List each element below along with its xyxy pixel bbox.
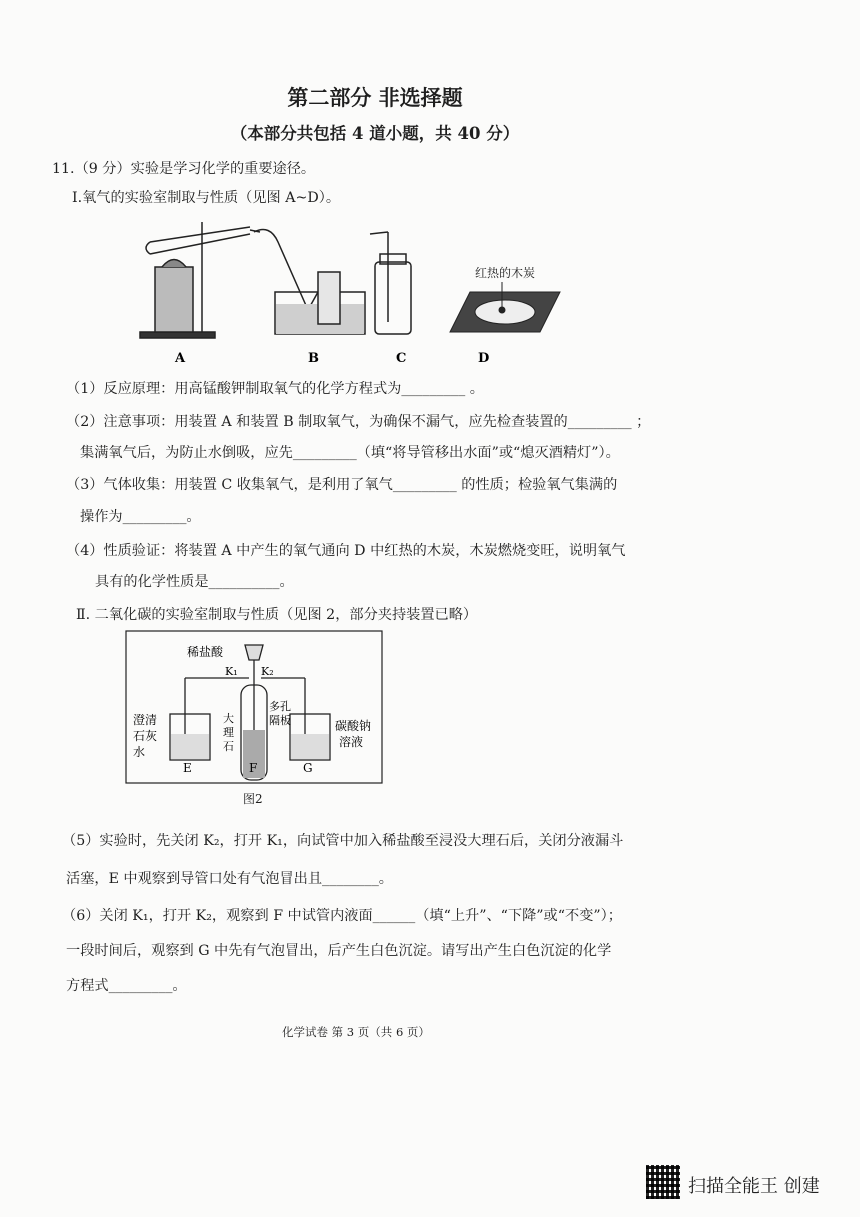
marble-label-2: 理: [223, 726, 234, 739]
apparatus-b: [254, 230, 365, 334]
marble-label-1: 大: [223, 712, 234, 725]
q11-line-6: （3）气体收集：用装置 C 收集氧气，是利用了氧气_________ 的性质；检验氧气集满的: [66, 477, 618, 493]
part-subtitle: （本部分共包括 4 道小题，共 40 分）: [230, 124, 520, 143]
scanner-qr-icon: [646, 1165, 680, 1199]
figure-label-c: C: [396, 351, 407, 366]
carbonate-label-2: 溶液: [339, 735, 364, 749]
funnel-label: 稀盐酸: [187, 645, 224, 659]
figure-label-a: A: [175, 351, 186, 366]
figure-label-b: B: [308, 351, 319, 366]
porous-label-1: 多孔: [269, 700, 291, 713]
label-f: F: [249, 761, 258, 775]
q11-line-1: 11.（9 分）实验是学习化学的重要途径。: [52, 161, 316, 177]
apparatus-d: [450, 282, 560, 332]
q11-line-2: Ⅰ.氧气的实验室制取与性质（见图 A~D）。: [72, 190, 341, 206]
co2-apparatus-figure: [125, 630, 385, 790]
q11-line-3: （1）反应原理：用高锰酸钾制取氧气的化学方程式为_________ 。: [66, 381, 484, 397]
scanner-watermark: 扫描全能王 创建: [688, 1176, 820, 1197]
label-g: G: [303, 761, 313, 775]
q11-line-11: （5）实验时，先关闭 K₂，打开 K₁，向试管中加入稀盐酸至浸没大理石后，关闭分液漏斗: [62, 833, 624, 849]
q11-line-9: 具有的化学性质是__________。: [95, 574, 294, 590]
label-e: E: [183, 761, 192, 775]
q11-line-8: （4）性质验证：将装置 A 中产生的氧气通向 D 中红热的木炭，木炭燃烧变旺，说明氧气: [66, 543, 626, 559]
apparatus-a: [140, 222, 260, 338]
page-footer: 化学试卷 第 3 页（共 6 页）: [282, 1025, 430, 1039]
k2-label: K₂: [261, 665, 274, 678]
q11-line-12: 活塞，E 中观察到导管口处有气泡冒出且________。: [66, 871, 393, 887]
marble-label-3: 石: [223, 740, 234, 753]
carbonate-label-1: 碳酸钠: [335, 719, 372, 733]
charcoal-label: 红热的木炭: [475, 266, 536, 280]
q11-line-13: （6）关闭 K₁，打开 K₂，观察到 F 中试管内液面______（填“上升”、“下降”或“不变”）；: [62, 908, 622, 924]
figure-label-d: D: [478, 351, 490, 366]
limewater-label-2: 石灰: [133, 729, 158, 743]
porous-label-2: 隔板: [269, 714, 291, 727]
limewater-label-3: 水: [133, 745, 146, 759]
q11-line-10: Ⅱ. 二氧化碳的实验室制取与性质（见图 2，部分夹持装置已略）: [76, 607, 478, 623]
q11-line-4: （2）注意事项：用装置 A 和装置 B 制取氧气，为确保不漏气，应先检查装置的_________ ；: [66, 414, 651, 430]
k1-label: K₁: [225, 665, 238, 678]
limewater-label-1: 澄清: [133, 713, 158, 727]
q11-line-15: 方程式_________。: [66, 978, 187, 994]
figure2-caption: 图2: [243, 792, 263, 806]
part-title: 第二部分 非选择题: [287, 85, 463, 110]
q11-line-14: 一段时间后，观察到 G 中先有气泡冒出，后产生白色沉淀。请写出产生白色沉淀的化学: [66, 943, 612, 959]
q11-line-5: 集满氧气后，为防止水倒吸，应先_________（填“将导管移出水面”或“熄灭酒精灯”）。: [80, 445, 620, 461]
apparatus-c: [370, 232, 411, 334]
oxygen-apparatus-figure: [130, 212, 570, 372]
q11-line-7: 操作为_________。: [80, 509, 201, 525]
